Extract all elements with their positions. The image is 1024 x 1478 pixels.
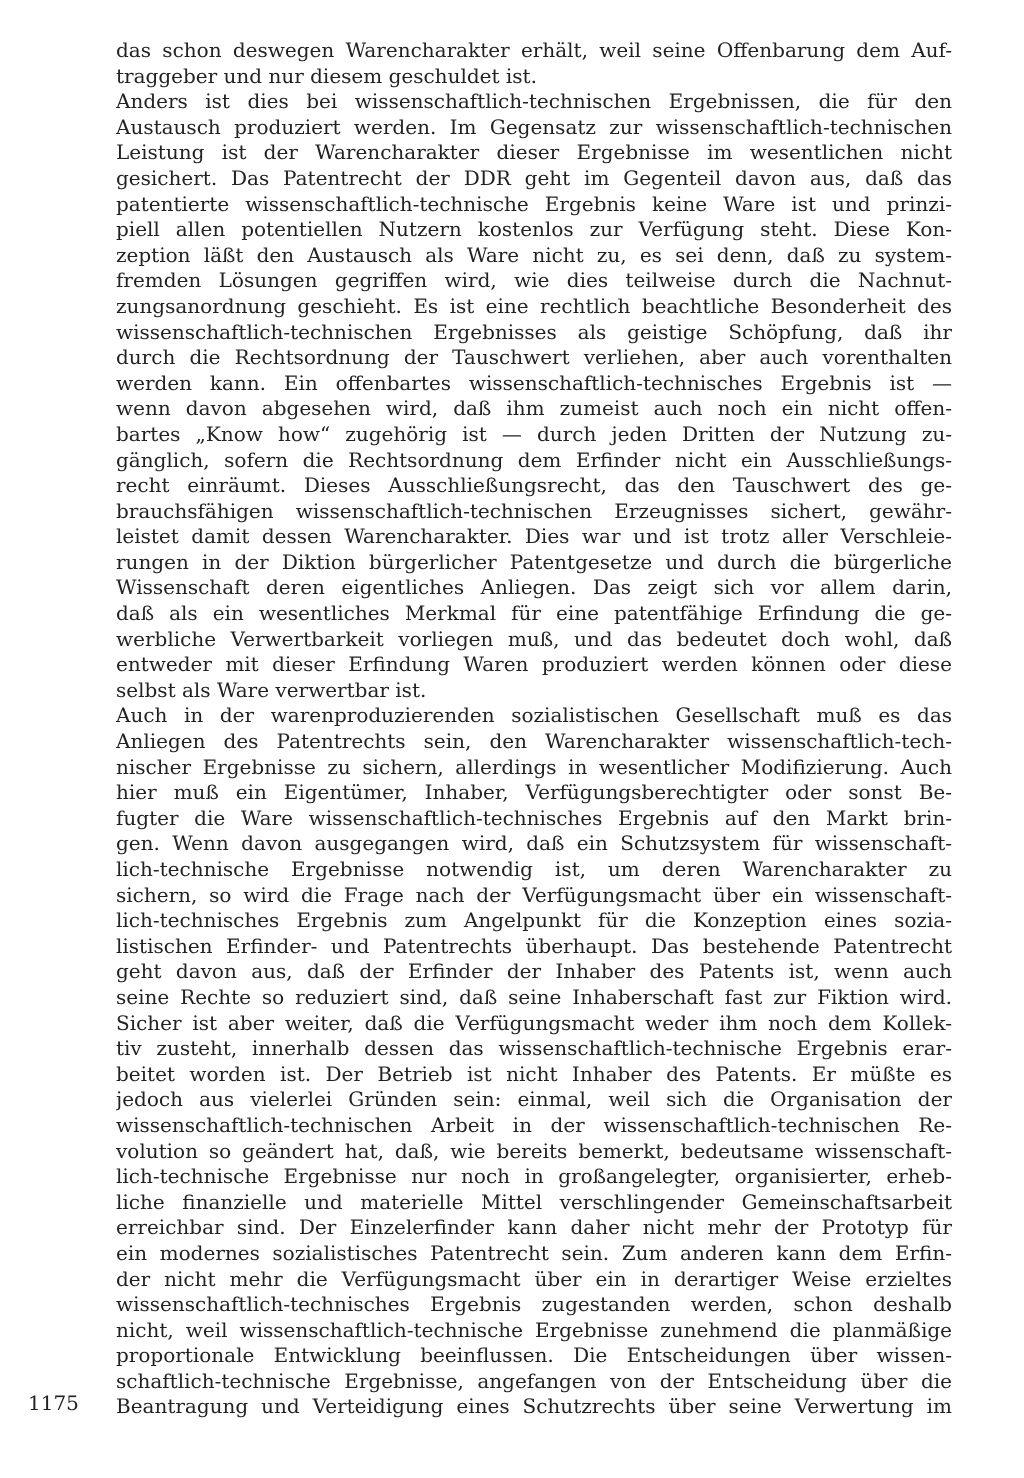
text-line: traggeber und nur diesem geschuldet ist. [116, 63, 537, 88]
text-line: piell allen potentiellen Nutzern kostenlos zur Verfügung steht. Diese Kon- [116, 217, 952, 242]
text-line: wissenschaftlich-technischen Ergebnisses als geistige Schöpfung, daß ihr [116, 319, 952, 344]
text-line: wenn davon abgesehen wird, daß ihm zumeist auch noch ein nicht offen- [116, 396, 952, 421]
text-line: selbst als Ware verwertbar ist. [116, 677, 427, 702]
text-line: durch die Rechtsordnung der Tauschwert verliehen, aber auch vorenthalten [116, 345, 952, 370]
text-line: Anliegen des Patentrechts sein, den Warencharakter wissenschaftlich-tech- [116, 729, 952, 754]
text-line: Leistung ist der Warencharakter dieser Ergebnisse im wesentlichen nicht [116, 140, 952, 165]
text-line: fremden Lösungen gegriffen wird, wie dies teilweise durch die Nachnut- [116, 268, 952, 293]
text-line: tiv zusteht, innerhalb dessen das wissenschaftlich-technische Ergebnis erar- [116, 1036, 952, 1061]
text-line: brauchsfähigen wissenschaftlich-technischen Erzeugnisses sichert, gewähr- [116, 498, 952, 523]
text-line: werden kann. Ein offenbartes wissenschaftlich-technisches Ergebnis ist — [116, 370, 952, 395]
text-line: wissenschaftlich-technischen Arbeit in der wissenschaftlich-technischen Re- [116, 1112, 952, 1137]
text-line: erreichbar sind. Der Einzelerfinder kann daher nicht mehr der Prototyp für [116, 1215, 952, 1240]
text-line: beitet worden ist. Der Betrieb ist nicht Inhaber des Patents. Er müßte es [116, 1061, 952, 1086]
text-line: Anders ist dies bei wissenschaftlich-technischen Ergebnissen, die für den [116, 89, 952, 114]
text-line: Wissenschaft deren eigentliches Anliegen. Das zeigt sich vor allem darin, [116, 575, 952, 600]
text-line: rungen in der Diktion bürgerlicher Patentgesetze und durch die bürgerliche [116, 549, 952, 574]
text-line: fugter die Ware wissenschaftlich-technisches Ergebnis auf den Markt brin- [116, 805, 952, 830]
text-line: daß als ein wesentliches Merkmal für eine patentfähige Erfindung die ge- [116, 601, 952, 626]
text-line: recht einräumt. Dieses Ausschließungsrecht, das den Tauschwert des ge- [116, 473, 952, 498]
text-line: das schon deswegen Warencharakter erhält, weil seine Offenbarung dem Auf- [116, 38, 952, 62]
text-line: gänglich, sofern die Rechtsordnung dem Erfinder nicht ein Ausschließungs- [116, 447, 952, 472]
page-number: 1175 [28, 1391, 79, 1415]
text-line: zeption läßt den Austausch als Ware nicht zu, es sei denn, daß zu system- [116, 242, 952, 267]
text-line: gesichert. Das Patentrecht der DDR geht im Gegenteil davon aus, daß das [116, 165, 952, 190]
text-line: lich-technische Ergebnisse nur noch in großangelegter, organisierter, erheb- [116, 1164, 952, 1189]
text-line: seine Rechte so reduziert sind, daß seine Inhaberschaft fast zur Fiktion wird. [116, 984, 952, 1009]
text-line: Austausch produziert werden. Im Gegensatz zur wissenschaftlich-technischen [116, 114, 952, 139]
text-line: jedoch aus vielerlei Gründen sein: einmal, weil sich die Organisation der [116, 1087, 952, 1112]
text-line: lich-technisches Ergebnis zum Angelpunkt für die Konzeption eines sozia- [116, 908, 952, 933]
text-line: patentierte wissenschaftlich-technische Ergebnis keine Ware ist und prinzi- [116, 191, 952, 216]
text-line: zungsanordnung geschieht. Es ist eine rechtlich beachtliche Besonderheit des [116, 293, 952, 318]
text-line: leistet damit dessen Warencharakter. Dies war und ist trotz aller Verschleie- [116, 524, 952, 549]
text-line: bartes „Know how“ zugehörig ist — durch jeden Dritten der Nutzung zu- [116, 421, 952, 446]
document-body [116, 38, 952, 1420]
text-line: Sicher ist aber weiter, daß die Verfügungsmacht weder ihm noch dem Kollek- [116, 1010, 952, 1035]
text-line: lich-technische Ergebnisse notwendig ist, um deren Warencharakter zu [116, 857, 952, 881]
text-line: proportionale Entwicklung beeinflussen. Die Entscheidungen über wissen- [116, 1343, 952, 1368]
text-line: sichern, so wird die Frage nach der Verfügungsmacht über ein wissenschaft- [116, 882, 952, 907]
text-line: Auch in der warenproduzierenden sozialistischen Gesellschaft muß es das [116, 703, 952, 728]
text-line: volution so geändert hat, daß, wie bereits bemerkt, bedeutsame wissenschaft- [116, 1138, 952, 1163]
text-line: entweder mit dieser Erfindung Waren produziert werden können oder diese [116, 652, 952, 677]
text-line: werbliche Verwertbarkeit vorliegen muß, und das bedeutet doch wohl, daß [116, 626, 952, 651]
text-line: gen. Wenn davon ausgegangen wird, daß ein Schutzsystem für wissenschaft- [116, 831, 952, 856]
text-line: liche finanzielle und materielle Mittel verschlingender Gemeinschaftsarbeit [116, 1189, 952, 1214]
text-line: listischen Erfinder- und Patentrechts überhaupt. Das bestehende Patentrecht [116, 933, 952, 958]
text-line: nischer Ergebnisse zu sichern, allerdings in wesentlicher Modifizierung. Auch [116, 754, 952, 779]
text-line: Beantragung und Verteidigung eines Schutzrechts über seine Verwertung im [116, 1394, 952, 1419]
text-line: nicht, weil wissenschaftlich-technische Ergebnisse zunehmend die planmäßige [116, 1317, 952, 1342]
text-line: schaftlich-technische Ergebnisse, angefangen von der Entscheidung über die [116, 1368, 952, 1393]
text-line: geht davon aus, daß der Erfinder der Inhaber des Patents ist, wenn auch [116, 959, 952, 984]
text-line: wissenschaftlich-technisches Ergebnis zugestanden werden, schon deshalb [116, 1292, 952, 1317]
text-line: hier muß ein Eigentümer, Inhaber, Verfügungsberechtigter oder sonst Be- [116, 780, 952, 805]
text-line: ein modernes sozialistisches Patentrecht sein. Zum anderen kann dem Erfin- [116, 1240, 952, 1265]
text-line: der nicht mehr die Verfügungsmacht über ein in derartiger Weise erzieltes [116, 1266, 952, 1291]
